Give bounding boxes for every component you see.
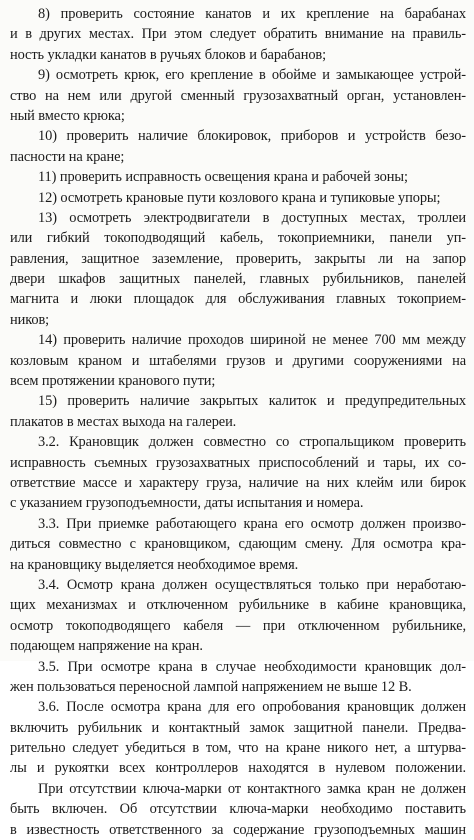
text-line: При отсутствии ключа-марки от контактного замка кран не должен [38,780,466,797]
text-line: включить рубильник и контактный замок защитной панели. Предва- [10,719,466,736]
text-line: 3.6. После осмотра крана для его опробования крановщик должен [38,699,466,716]
text-line: 10) проверить наличие блокировок, приборов и устройств безо- [38,128,466,145]
text-line: 3.2. Крановщик должен совместно со стропальщиком проверить [38,434,466,451]
text-line: козловым краном и штабелями грузов и другими сооружениями на [10,352,466,369]
text-line: 3.5. При осмотре крана в случае необходимости крановщик дол- [38,658,466,675]
text-line: 14) проверить наличие проходов шириной не менее 700 мм между [38,332,466,349]
text-line: ников; [10,311,50,328]
document-body [10,4,466,840]
text-line: лы и рукоятки всех контроллеров находятся в нулевом положении. [10,760,466,777]
text-line: 15) проверить наличие закрытых калиток и предупредительных [38,393,466,410]
text-line: подающем напряжение на кран. [10,638,203,655]
text-line: магнита и люки площадок для обслуживания главных токоприем- [10,291,466,308]
text-line: ность укладки канатов в ручьях блоков и барабанов; [10,46,327,63]
text-line: с указанием грузоподъемности, даты испытания и номера. [10,495,364,512]
text-line: или гибкий токоподводящий кабель, токоприемники, панели уп- [10,230,466,247]
text-line: ство на нем или другой сменный грузозахватный орган, установлен- [10,87,466,104]
text-line: 12) осмотреть крановые пути козлового крана и тупиковые упоры; [38,189,441,206]
text-line: 3.4. Осмотр крана должен осуществляться только при неработаю- [38,576,466,593]
text-line: равления, защитное заземление, проверить, закрыты ли на запор [10,250,466,267]
text-line: исправность съемных грузозахватных приспособлений и тары, их со- [10,454,466,471]
text-line: двери шкафов защитных панелей, главных рубильников, панелей [10,271,466,288]
text-line: 3.3. При приемке работающего крана его осмотр должен произво- [38,515,466,532]
text-line: и в других местах. При этом следует обратить внимание на правиль- [10,26,466,43]
text-line: в известность ответственного за содержание грузоподъемных машин [10,821,466,838]
text-line: диться совместно с крановщиком, сдающим смену. Для осмотра кра- [10,536,466,553]
text-line: 13) осмотреть электродвигатели в доступных местах, троллеи [38,209,466,226]
text-line: 11) проверить исправность освещения крана и рабочей зоны; [38,169,408,186]
text-line: осмотр токоподводящего кабеля — при отключенном рубильнике, [10,617,466,634]
text-line: 8) проверить состояние канатов и их крепление на барабанах [38,6,466,22]
text-line: щих механизмах и отключенном рубильнике в кабине крановщика, [10,597,466,614]
text-line: пасности на кране; [10,148,125,165]
text-line: всем протяжении кранового пути; [10,373,216,390]
text-line: плакатов в местах выхода на галереи. [10,413,237,430]
text-line: ответствие массе и характеру груза, наличие на них клейм или бирок [10,474,466,491]
text-line: на крановщику выделяется необходимое время. [10,556,299,573]
text-line: рительно следует убедиться в том, что на кране никого нет, а штурва- [10,740,466,757]
text-line: ный вместо крюка; [10,107,125,124]
text-line: 9) осмотреть крюк, его крепление в обойме и замыкающее устрой- [38,67,466,84]
text-line: быть включен. Об отсутствии ключа-марки необходимо поставить [10,801,466,818]
text-line: жен пользоваться переносной лампой напряжением не выше 12 В. [10,678,412,695]
